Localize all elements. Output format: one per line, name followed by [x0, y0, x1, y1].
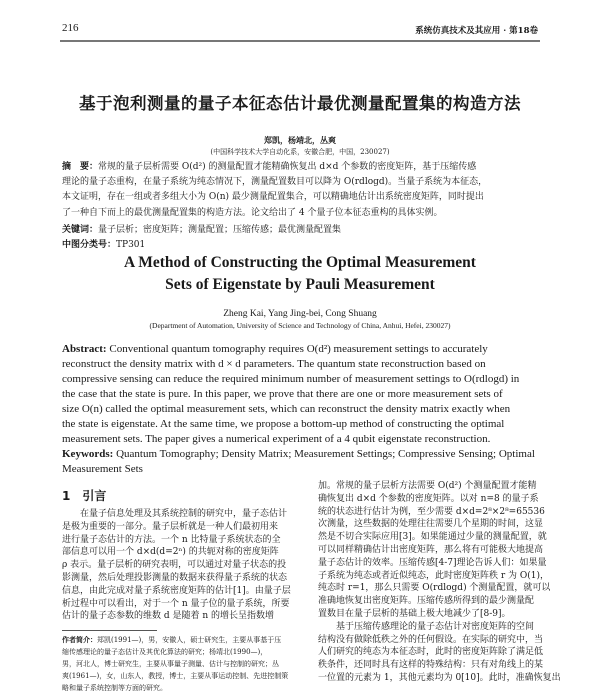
author-footnote — [62, 634, 302, 694]
body-line: 量子态估计的效率。压缩传感[4-7]理论告诉人们：如果量 — [318, 557, 547, 568]
abstract-label: Abstract: — [62, 343, 107, 355]
chinese-affiliation: (中国科学技术大学自动化系，安徽合肥，中国，230027) — [210, 148, 390, 156]
body-line: ρ 表示。量子层析的研究表明，可以通过对量子状态的投 — [62, 560, 287, 571]
left-column-body — [62, 508, 302, 623]
footnote-line: 略和量子系统控制等方面的研究。 — [62, 684, 167, 692]
abstract-line: 常规的量子层析需要 O(d²) 的测量配置才能精确恢复出 d×d 个参数的密度矩阵，基于压缩传感 — [98, 162, 477, 172]
body-line: 一位置的元素为 1，其他元素均为 0[10]。此时，准确恢复出 — [318, 672, 561, 683]
keywords-line: Measurement Sets — [62, 463, 143, 475]
body-line: 准确地恢复出密度矩阵。压缩传感所得到的最少测量配 — [318, 596, 535, 607]
footnote-line: 缩传感理论的量子态估计及其优化算法的研究；杨靖北(1990—)， — [62, 648, 268, 656]
abstract-line: 理论的量子态重构，在量子系统为纯态情况下，测量配置数目可以降为 O(rdlogd)。当量子系统为本征态， — [62, 177, 488, 188]
abstract-label: 摘 要： — [62, 162, 99, 172]
clc-number — [62, 238, 540, 253]
body-line: 人们研究的纯态为本征态时，此时的密度矩阵除了满足低 — [318, 647, 544, 658]
body-line: 基于压缩传感理论的量子态估计对密度矩阵的空间 — [336, 621, 535, 632]
body-line: 确恢复出 d×d 个参数的密度矩阵。以对 n=8 的量子系 — [318, 493, 539, 504]
header-rule — [60, 40, 540, 42]
body-line: 部信息可以用一个 d×d(d=2ⁿ) 的共轭对称的密度矩阵 — [62, 547, 279, 558]
abstract-line: Conventional quantum tomography requires O(d²) measurement settings to accurately — [106, 343, 488, 355]
body-line: 进行量子态估计的方法。一个 n 比特量子系统状态的全 — [62, 534, 281, 545]
body-line: 然是不切合实际应用[3]。如果能通过少量的测量配置，就 — [318, 532, 547, 543]
body-line: 纯态时 r=1，那么只需要 O(rdlogd) 个测量配置，就可以 — [318, 583, 551, 594]
footnote-label: 作者简介： — [62, 636, 97, 644]
body-line: 结构没有做除低秩之外的任何假设。在实际的研究中，当 — [318, 634, 544, 645]
chinese-keywords — [62, 223, 540, 238]
body-line: 次测量，这些数据的处理往往需要几个星期的时间，这显 — [318, 519, 544, 530]
body-line: 是极为重要的一部分。量子层析就是一种人们最初用来 — [62, 521, 279, 532]
body-line: 在量子信息处理及其系统控制的研究中，量子态估计 — [80, 509, 288, 519]
abstract-line: measurement sets. The paper gives a numerical experiment of a 4 qubit eigenstate reconstruction. — [62, 433, 491, 445]
english-title-line: Sets of Eigenstate by Pauli Measurement — [165, 276, 435, 293]
english-authors: Zheng Kai, Yang Jing-bei, Cong Shuang — [223, 309, 377, 319]
abstract-line: the case that the state is pure. In this paper, we prove that there are one or more measurement sets of — [62, 388, 503, 400]
english-affiliation: (Department of Automation, University of Science and Technology of China, Anhui, Hefei, 230027) — [149, 321, 451, 330]
english-abstract — [62, 342, 540, 477]
body-line: 置数目在量子层析的基础上极大地减少了[8-9]。 — [318, 608, 511, 619]
keywords-label: Keywords: — [62, 448, 114, 460]
abstract-line: 了一种自下而上的最优测量配置集的构造方法。论文给出了 4 个量子位本征态重构的具体实例。 — [62, 207, 443, 218]
clc-label: 中图分类号： — [62, 240, 117, 250]
english-title-line: A Method of Constructing the Optimal Measurement — [124, 254, 476, 271]
footnote-line: 爽(1961—)，女，山东人，教授，博士，主要从事运动控制、先进控制策 — [62, 672, 289, 680]
body-line: 子系统为纯态或者近似纯态，此时密度矩阵秩 r 为 O(1)， — [318, 570, 550, 581]
running-header-journal: 系统仿真技术及其应用 · 第18卷 — [415, 26, 538, 36]
footnote-rule — [62, 630, 157, 631]
keywords-line: Quantum Tomography; Density Matrix; Measurement Settings; Compressive Sensing; Optimal — [113, 448, 535, 460]
english-title — [0, 252, 600, 296]
right-column-body — [318, 480, 561, 685]
abstract-line: reconstruct the density matrix with d × d parameters. The quantum state reconstruction based on — [62, 358, 486, 370]
chinese-authors: 郑凯，杨靖北，丛爽 — [264, 135, 336, 145]
body-line: 可以同样精确估计出密度矩阵，那么将有可能极大地提高 — [318, 544, 544, 555]
section-heading: 1 引言 — [62, 489, 107, 503]
abstract-line: size O(n) called the optimal measurement sets, which can reconstruct the density matrix exactly when — [62, 403, 511, 415]
body-line: 影测量，然后处理投影测量的数据来获得量子系统的状态 — [62, 572, 288, 583]
body-line: 信息，由此完成对量子系统密度矩阵的估计[1]。由量子层 — [62, 585, 291, 596]
body-line: 估计的量子态参数的维数 d 是随着 n 的增长呈指数增 — [62, 611, 275, 622]
keywords-label: 关键词： — [62, 225, 99, 235]
abstract-line: 本文证明，存在一组或者多组大小为 O(n) 最少测量配置集合，可以精确地估计出系统密度矩阵，同时提出 — [62, 192, 484, 203]
footnote-line: 郑凯(1991—)，男，安徽人，硕士研究生，主要从事基于压 — [97, 636, 282, 644]
chinese-title: 基于泡利测量的量子本征态估计最优测量配置集的构造方法 — [79, 94, 521, 113]
abstract-line: the state is eigenstate. At the same time, we propose a bottom-up method of constructing the optimal — [62, 418, 505, 430]
body-line: 统的状态进行估计为例，至少需要 d×d=2⁸×2⁸=65536 — [318, 506, 545, 517]
clc-value: TP301 — [116, 240, 146, 250]
footnote-line: 男，河北人，博士研究生，主要从事量子测量、估计与控制的研究；丛 — [62, 660, 279, 668]
body-line: 加。常规的量子层析方法需要 O(d²) 个测量配置才能精 — [318, 481, 537, 491]
body-line: 秩条件，还同时具有这样的特殊结构：只有对角线上的某 — [318, 660, 544, 671]
chinese-abstract — [62, 160, 540, 221]
page-number: 216 — [62, 22, 79, 34]
abstract-line: compressive sensing can reduce the required minimum number of measurement settings to O(rdlogd) in — [62, 373, 520, 385]
body-line: 析过程中可以看出，对于一个 n 量子位的量子系统，所要 — [62, 598, 290, 609]
keywords-text: 量子层析；密度矩阵；测量配置；压缩传感；最优测量配置集 — [98, 225, 342, 235]
